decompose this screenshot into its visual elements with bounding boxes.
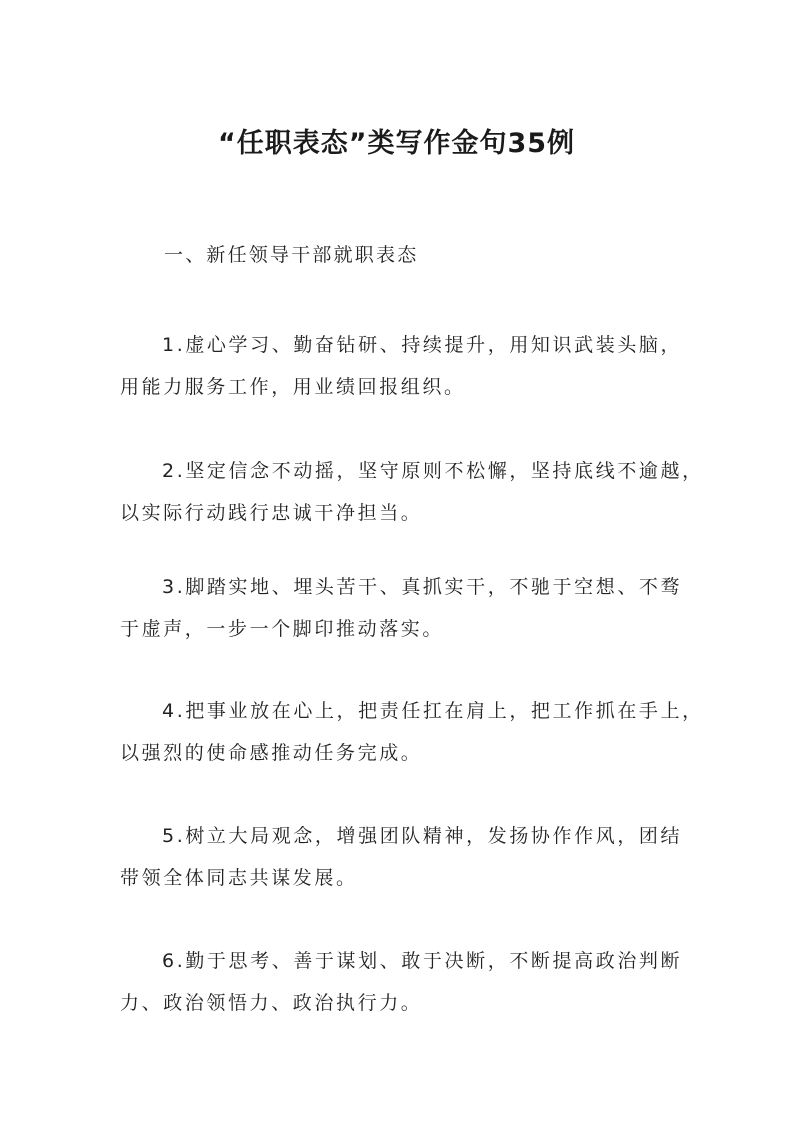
list-item — [120, 815, 683, 899]
list-item-line: 3.脚踏实地、埋头苦干、真抓实干，不驰于空想、不骛 — [162, 576, 683, 598]
document-title: “任职表态”类写作金句35例 — [217, 128, 576, 159]
list-item — [120, 566, 683, 650]
list-item — [120, 690, 704, 774]
list-item-line: 2.坚定信念不动摇，坚守原则不松懈，坚持底线不逾越， — [162, 460, 704, 482]
list-item-line: 6.勤于思考、善于谋划、敢于决断，不断提高政治判断 — [162, 950, 683, 972]
list-item-line: 于虚声，一步一个脚印推动落实。 — [120, 618, 445, 640]
list-item-line: 5.树立大局观念，增强团队精神，发扬协作作风，团结 — [162, 825, 683, 847]
list-item-line: 以强烈的使命感推动任务完成。 — [120, 742, 423, 764]
list-item-line: 力、政治领悟力、政治执行力。 — [120, 992, 423, 1014]
list-item-line: 1.虚心学习、勤奋钻研、持续提升，用知识武装头脑， — [162, 334, 683, 356]
list-item-line: 带领全体同志共谋发展。 — [120, 867, 358, 889]
list-item — [120, 450, 704, 534]
list-item — [120, 324, 683, 408]
list-item-line: 用能力服务工作，用业绩回报组织。 — [120, 376, 466, 398]
list-item — [120, 940, 683, 1024]
list-item-line: 以实际行动践行忠诚干净担当。 — [120, 502, 423, 524]
section-heading: 一、新任领导干部就职表态 — [164, 244, 419, 266]
list-item-line: 4.把事业放在心上，把责任扛在肩上，把工作抓在手上， — [162, 700, 704, 722]
